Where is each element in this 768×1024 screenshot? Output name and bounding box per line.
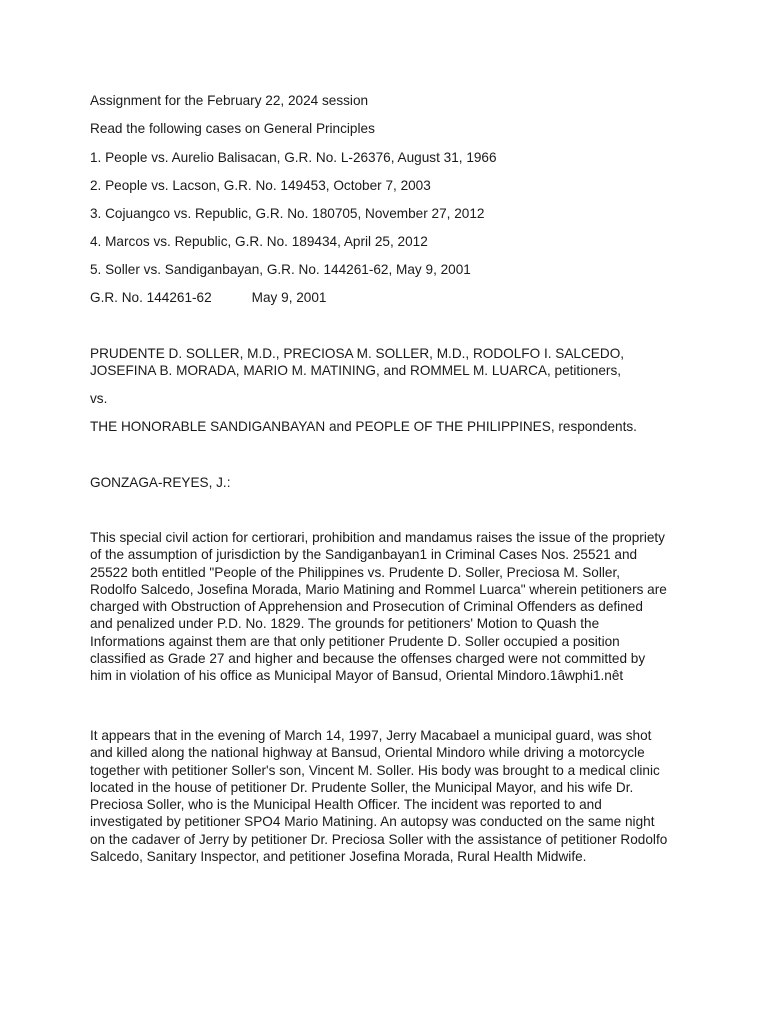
case-item: 1. People vs. Aurelio Balisacan, G.R. No. L-26376, August 31, 1966: [90, 150, 497, 165]
versus-label: vs.: [90, 391, 108, 406]
paragraph-line: 25522 both entitled "People of the Philippines vs. Prudente D. Soller, Preciosa M. Soller,: [90, 564, 621, 580]
case-item: 3. Cojuangco vs. Republic, G.R. No. 180705, November 27, 2012: [90, 206, 485, 221]
paragraph-line: Rodolfo Salcedo, Josefina Morada, Mario Matining and Rommel Luarca" wherein petitioners are: [90, 581, 667, 597]
case-citation: [90, 289, 326, 306]
paragraph-line: together with petitioner Soller's son, Vincent M. Soller. His body was brought to a medical clinic: [90, 762, 660, 778]
paragraph-facts: [90, 727, 690, 865]
paragraph-line: Informations against them are that only petitioner Prudente D. Soller occupied a position: [90, 633, 620, 649]
case-item: 5. Soller vs. Sandiganbayan, G.R. No. 144261-62, May 9, 2001: [90, 262, 471, 277]
reading-instruction: Read the following cases on General Principles: [90, 121, 375, 136]
paragraph-line: on the cadaver of Jerry by petitioner Dr. Preciosa Soller with the assistance of petitioner Rodolfo: [90, 831, 668, 847]
ponente: GONZAGA-REYES, J.:: [90, 475, 231, 490]
paragraph-line: of the assumption of jurisdiction by the Sandiganbayan1 in Criminal Cases Nos. 25521 and: [90, 547, 638, 563]
paragraph-line: It appears that in the evening of March 14, 1997, Jerry Macabael a municipal guard, was shot: [90, 728, 652, 743]
petitioners-line: PRUDENTE D. SOLLER, M.D., PRECIOSA M. SOLLER, M.D., RODOLFO I. SALCEDO,: [90, 346, 625, 361]
case-item: 2. People vs. Lacson, G.R. No. 149453, October 7, 2003: [90, 178, 431, 193]
paragraph-line: and killed along the national highway at Bansud, Oriental Mindoro while driving a motorcycle: [90, 745, 645, 761]
paragraph-line: him in violation of his office as Municipal Mayor of Bansud, Oriental Mindoro.1âwphi1.nêt: [90, 668, 624, 684]
paragraph-line: Preciosa Soller, who is the Municipal Health Officer. The incident was reported to and: [90, 797, 602, 813]
paragraph-line: investigated by petitioner SPO4 Mario Matining. An autopsy was conducted on the same night: [90, 814, 655, 830]
paragraph-line: and penalized under P.D. No. 1829. The grounds for petitioners' Motion to Quash the: [90, 616, 600, 632]
case-item: 4. Marcos vs. Republic, G.R. No. 189434, April 25, 2012: [90, 234, 428, 249]
petitioners-block: [90, 345, 690, 380]
petitioners-line: JOSEFINA B. MORADA, MARIO M. MATINING, and ROMMEL M. LUARCA, petitioners,: [90, 363, 622, 379]
paragraph-jurisdiction: [90, 529, 690, 685]
paragraph-line: Salcedo, Sanitary Inspector, and petitioner Josefina Morada, Rural Health Midwife.: [90, 849, 587, 865]
respondents-line: THE HONORABLE SANDIGANBAYAN and PEOPLE OF THE PHILIPPINES, respondents.: [90, 419, 637, 434]
gr-number: G.R. No. 144261-62: [90, 290, 212, 305]
paragraph-line: This special civil action for certiorari, prohibition and mandamus raises the issue of the propriety: [90, 530, 665, 545]
paragraph-line: classified as Grade 27 and higher and because the offenses charged were not committed by: [90, 651, 646, 667]
decision-date: May 9, 2001: [251, 290, 327, 305]
assignment-heading: Assignment for the February 22, 2024 session: [90, 93, 369, 108]
paragraph-line: charged with Obstruction of Apprehension and Prosecution of Criminal Offenders as defined: [90, 599, 643, 615]
paragraph-line: located in the house of petitioner Dr. Prudente Soller, the Municipal Mayor, and his wife Dr.: [90, 779, 634, 795]
